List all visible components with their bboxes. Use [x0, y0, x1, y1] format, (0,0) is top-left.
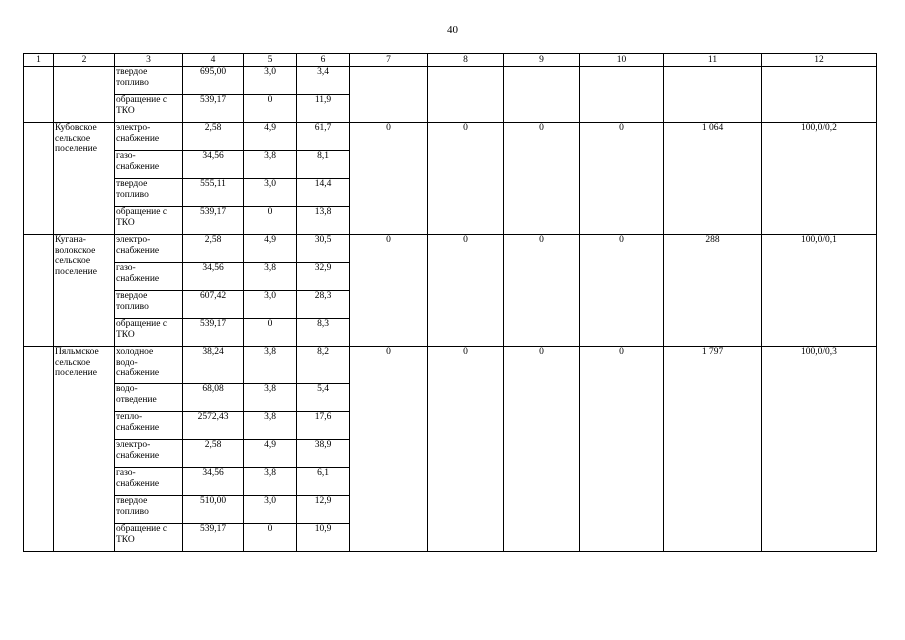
value-cell-c8: 0 [428, 235, 504, 347]
tariff-cell: 539,17 [183, 207, 244, 235]
page-number: 40 [447, 24, 458, 36]
share-cell: 3,4 [297, 67, 350, 95]
row-number-cell [24, 67, 54, 123]
service-cell: твердое топливо [115, 496, 183, 524]
service-cell: твердое топливо [115, 291, 183, 319]
service-cell: газо- снабжение [115, 151, 183, 179]
index-cell: 3,8 [244, 347, 297, 384]
service-cell: обращение с ТКО [115, 95, 183, 123]
share-cell: 11,9 [297, 95, 350, 123]
value-cell-c7: 0 [350, 235, 428, 347]
tariff-cell: 539,17 [183, 95, 244, 123]
service-cell: твердое топливо [115, 67, 183, 95]
table-row [24, 123, 877, 151]
value-cell-c9: 0 [504, 347, 580, 552]
index-cell: 0 [244, 207, 297, 235]
index-cell: 4,9 [244, 123, 297, 151]
index-cell: 3,8 [244, 384, 297, 412]
service-cell: газо- снабжение [115, 468, 183, 496]
index-cell: 3,8 [244, 263, 297, 291]
index-cell: 3,0 [244, 496, 297, 524]
share-cell: 10,9 [297, 524, 350, 552]
share-cell: 28,3 [297, 291, 350, 319]
share-cell: 8,3 [297, 319, 350, 347]
share-cell: 61,7 [297, 123, 350, 151]
column-number-header: 2 [54, 54, 115, 67]
tariff-cell: 510,00 [183, 496, 244, 524]
column-number-header: 10 [580, 54, 664, 67]
tariff-cell: 539,17 [183, 524, 244, 552]
index-cell: 3,0 [244, 179, 297, 207]
settlement-cell [54, 67, 115, 123]
column-number-header: 11 [664, 54, 762, 67]
table-body [24, 54, 877, 552]
tariff-cell: 34,56 [183, 151, 244, 179]
value-cell-c8: 0 [428, 347, 504, 552]
column-number-header: 9 [504, 54, 580, 67]
index-cell: 3,8 [244, 151, 297, 179]
index-cell: 0 [244, 95, 297, 123]
value-cell-c12: 100,0/0,2 [762, 123, 877, 235]
share-cell: 8,1 [297, 151, 350, 179]
share-cell: 5,4 [297, 384, 350, 412]
column-number-header: 4 [183, 54, 244, 67]
value-cell-c10: 0 [580, 123, 664, 235]
row-number-cell [24, 347, 54, 552]
value-cell-col10 [580, 67, 664, 123]
column-number-header: 1 [24, 54, 54, 67]
tariff-cell: 695,00 [183, 67, 244, 95]
share-cell: 17,6 [297, 412, 350, 440]
value-cell-col11 [664, 67, 762, 123]
index-cell: 3,0 [244, 291, 297, 319]
index-cell: 4,9 [244, 235, 297, 263]
tariff-cell: 539,17 [183, 319, 244, 347]
table-row [24, 235, 877, 263]
service-cell: твердое топливо [115, 179, 183, 207]
tariff-table [23, 53, 877, 552]
service-cell: тепло- снабжение [115, 412, 183, 440]
column-number-row [24, 54, 877, 67]
share-cell: 12,9 [297, 496, 350, 524]
value-cell-c7: 0 [350, 347, 428, 552]
service-cell: электро- снабжение [115, 235, 183, 263]
service-cell: обращение с ТКО [115, 207, 183, 235]
service-cell: газо- снабжение [115, 263, 183, 291]
service-cell: электро- снабжение [115, 123, 183, 151]
value-cell-col9 [504, 67, 580, 123]
value-cell-col12 [762, 67, 877, 123]
index-cell: 3,8 [244, 468, 297, 496]
service-cell: водо- отведение [115, 384, 183, 412]
value-cell-c11: 1 797 [664, 347, 762, 552]
index-cell: 0 [244, 524, 297, 552]
service-cell: обращение с ТКО [115, 524, 183, 552]
row-number-cell [24, 123, 54, 235]
value-cell-c7: 0 [350, 123, 428, 235]
settlement-name: Кубовское сельское поселение [54, 123, 115, 235]
share-cell: 8,2 [297, 347, 350, 384]
share-cell: 32,9 [297, 263, 350, 291]
settlement-name: Пяльмское сельское поселение [54, 347, 115, 552]
tariff-cell: 2,58 [183, 440, 244, 468]
value-cell-c10: 0 [580, 235, 664, 347]
column-number-header: 5 [244, 54, 297, 67]
tariff-cell: 2572,43 [183, 412, 244, 440]
share-cell: 30,5 [297, 235, 350, 263]
index-cell: 3,0 [244, 67, 297, 95]
tariff-cell: 68,08 [183, 384, 244, 412]
column-number-header: 3 [115, 54, 183, 67]
share-cell: 6,1 [297, 468, 350, 496]
value-cell-c11: 1 064 [664, 123, 762, 235]
value-cell-col8 [428, 67, 504, 123]
tariff-cell: 607,42 [183, 291, 244, 319]
row-number-cell [24, 235, 54, 347]
service-cell: обращение с ТКО [115, 319, 183, 347]
share-cell: 13,8 [297, 207, 350, 235]
value-cell-c12: 100,0/0,3 [762, 347, 877, 552]
tariff-cell: 2,58 [183, 123, 244, 151]
index-cell: 4,9 [244, 440, 297, 468]
tariff-cell: 2,58 [183, 235, 244, 263]
value-cell-c12: 100,0/0,1 [762, 235, 877, 347]
share-cell: 38,9 [297, 440, 350, 468]
index-cell: 0 [244, 319, 297, 347]
share-cell: 14,4 [297, 179, 350, 207]
value-cell-c9: 0 [504, 123, 580, 235]
tariff-cell: 34,56 [183, 468, 244, 496]
value-cell-c11: 288 [664, 235, 762, 347]
tariff-cell: 38,24 [183, 347, 244, 384]
tariff-cell: 555,11 [183, 179, 244, 207]
table-row [24, 67, 877, 95]
table-row [24, 347, 877, 384]
settlement-name: Кугана- волокское сельское поселение [54, 235, 115, 347]
column-number-header: 8 [428, 54, 504, 67]
column-number-header: 12 [762, 54, 877, 67]
value-cell-col7 [350, 67, 428, 123]
index-cell: 3,8 [244, 412, 297, 440]
column-number-header: 6 [297, 54, 350, 67]
tariff-cell: 34,56 [183, 263, 244, 291]
service-cell: холодное водо- снабжение [115, 347, 183, 384]
value-cell-c9: 0 [504, 235, 580, 347]
column-number-header: 7 [350, 54, 428, 67]
value-cell-c10: 0 [580, 347, 664, 552]
value-cell-c8: 0 [428, 123, 504, 235]
service-cell: электро- снабжение [115, 440, 183, 468]
